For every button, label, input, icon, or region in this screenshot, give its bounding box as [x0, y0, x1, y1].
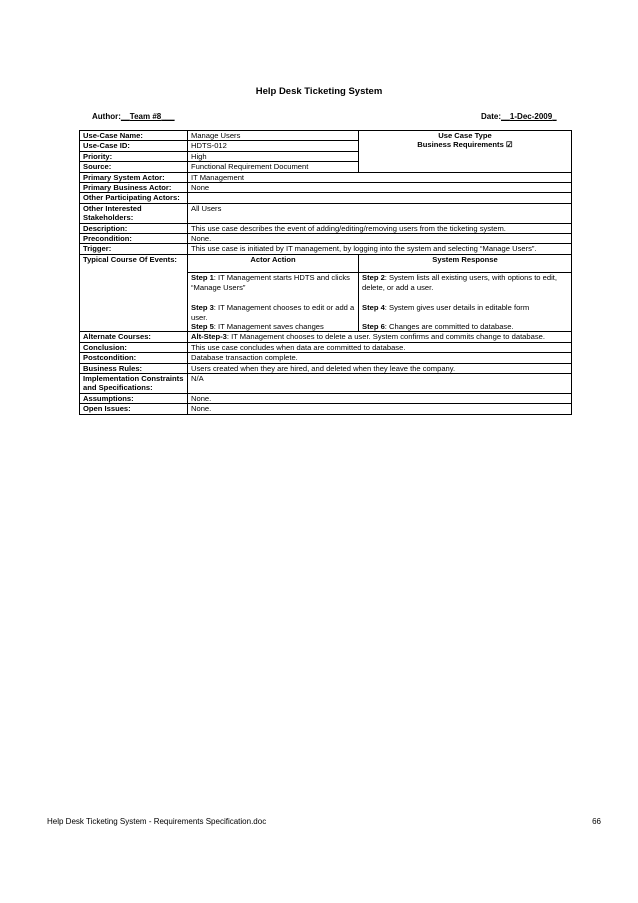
use-case-type-heading: Use Case Type	[438, 131, 492, 140]
conclusion-label: Conclusion:	[80, 342, 188, 352]
description-label: Description:	[80, 223, 188, 233]
step-4: Step 4: System gives user details in editable form	[362, 303, 530, 313]
table-row	[80, 172, 572, 182]
postcondition-label: Postcondition:	[80, 353, 188, 363]
description-value: This use case describes the event of adding/editing/removing users from the ticketing system.	[188, 223, 572, 233]
use-case-table	[79, 130, 572, 415]
table-row	[80, 244, 572, 254]
document-title: Help Desk Ticketing System	[255, 86, 383, 97]
date-label: Date:	[481, 112, 502, 121]
use-case-id-value: HDTS-012	[188, 141, 359, 151]
table-row	[80, 393, 572, 403]
table-row	[80, 353, 572, 363]
table-row	[80, 131, 572, 141]
conclusion-value: This use case concludes when data are committed to database.	[188, 342, 572, 352]
precondition-value: None.	[188, 234, 572, 244]
use-case-type-cell	[359, 131, 572, 173]
other-interested-stakeholders-label: Other Interested Stakeholders:	[80, 203, 188, 223]
step-3: Step 3: IT Management chooses to edit or add a user.	[191, 303, 355, 322]
system-response-steps	[359, 273, 572, 332]
date-line	[481, 112, 557, 121]
actor-action-steps	[188, 273, 359, 332]
other-interested-stakeholders-value: All Users	[188, 203, 572, 223]
primary-system-actor-label: Primary System Actor:	[80, 172, 188, 182]
assumptions-label: Assumptions:	[80, 393, 188, 403]
step-2: Step 2: System lists all existing users, with options to edit, delete, or add a user.	[362, 273, 557, 292]
use-case-name-label: Use-Case Name:	[80, 131, 188, 141]
table-row	[80, 363, 572, 373]
precondition-label: Precondition:	[80, 234, 188, 244]
open-issues-label: Open Issues:	[80, 404, 188, 414]
table-row	[80, 342, 572, 352]
use-case-name-value: Manage Users	[188, 131, 359, 141]
alternate-courses-label: Alternate Courses:	[80, 332, 188, 342]
table-row	[80, 183, 572, 193]
implementation-constraints-label: Implementation Constraints and Specifications:	[80, 373, 188, 393]
step-1: Step 1: IT Management starts HDTS and clicks “Manage Users”	[191, 273, 350, 292]
author-value: __Team #8___	[120, 112, 175, 121]
footer-page-number: 66	[592, 817, 601, 826]
date-value: __1-Dec-2009_	[501, 112, 557, 121]
other-participating-actors-value	[188, 193, 572, 203]
table-row	[80, 203, 572, 223]
step-6: Step 6: Changes are committed to database.	[362, 321, 514, 331]
business-rules-label: Business Rules:	[80, 363, 188, 373]
system-response-heading: System Response	[359, 254, 572, 272]
trigger-value: This use case is initiated by IT management, by logging into the system and selecting “Manage Users”.	[188, 244, 572, 254]
footer-document-name: Help Desk Ticketing System - Requirements Specification.doc	[47, 817, 267, 826]
table-row	[80, 332, 572, 342]
typical-course-label: Typical Course Of Events:	[80, 254, 188, 331]
primary-business-actor-label: Primary Business Actor:	[80, 183, 188, 193]
table-row	[80, 404, 572, 414]
table-row	[80, 373, 572, 393]
use-case-id-label: Use-Case ID:	[80, 141, 188, 151]
author-label: Author:	[92, 112, 121, 121]
open-issues-value: None.	[188, 404, 572, 414]
assumptions-value: None.	[188, 393, 572, 403]
table-row	[80, 193, 572, 203]
table-row	[80, 234, 572, 244]
trigger-label: Trigger:	[80, 244, 188, 254]
actor-action-heading: Actor Action	[188, 254, 359, 272]
use-case-type-value: Business Requirements ☑	[417, 140, 513, 150]
step-5: Step 5: IT Management saves changes	[191, 321, 324, 331]
postcondition-value: Database transaction complete.	[188, 353, 572, 363]
priority-value: High	[188, 151, 359, 161]
author-line	[92, 112, 175, 121]
table-row	[80, 223, 572, 233]
priority-label: Priority:	[80, 151, 188, 161]
primary-business-actor-value: None	[188, 183, 572, 193]
source-label: Source:	[80, 162, 188, 172]
alternate-courses-value: Alt-Step-3: IT Management chooses to delete a user. System confirms and commits change to database.	[188, 332, 572, 342]
table-row	[80, 254, 572, 272]
primary-system-actor-value: IT Management	[188, 172, 572, 182]
other-participating-actors-label: Other Participating Actors:	[80, 193, 188, 203]
source-value: Functional Requirement Document	[188, 162, 359, 172]
implementation-constraints-value: N/A	[188, 373, 572, 393]
business-rules-value: Users created when they are hired, and deleted when they leave the company.	[188, 363, 572, 373]
